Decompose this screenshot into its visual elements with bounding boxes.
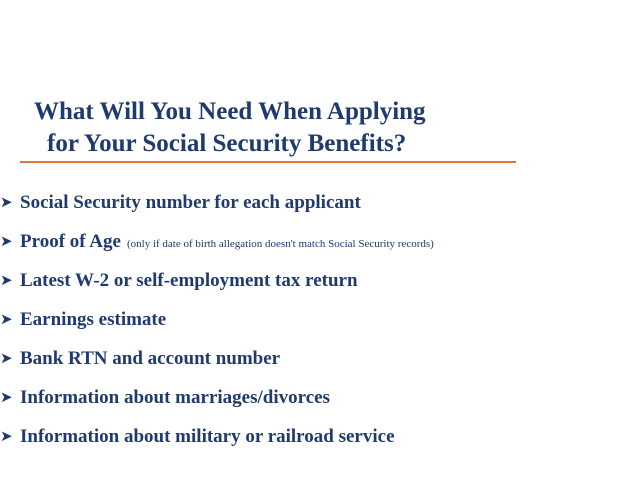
slide-title-line-1: What Will You Need When Applying — [34, 98, 426, 125]
slide-title-line-2: for Your Social Security Benefits? — [47, 130, 407, 157]
list-item-text: Latest W-2 or self-employment tax return — [20, 270, 358, 291]
arrow-bullet-icon: ➤ — [0, 193, 13, 211]
arrow-bullet-icon: ➤ — [0, 349, 13, 367]
list-item — [0, 189, 361, 216]
arrow-bullet-icon: ➤ — [0, 388, 13, 406]
list-item-text: Bank RTN and account number — [20, 348, 281, 369]
list-item — [0, 306, 166, 333]
arrow-bullet-icon: ➤ — [0, 310, 13, 328]
arrow-bullet-icon: ➤ — [0, 271, 13, 289]
list-item-text: Proof of Age — [20, 231, 121, 252]
list-item — [0, 345, 280, 372]
list-item-text: Information about military or railroad service — [20, 426, 395, 447]
list-item-text: Information about marriages/divorces — [20, 387, 330, 408]
list-item — [0, 228, 434, 257]
list-item — [0, 267, 358, 294]
list-item-text: Earnings estimate — [20, 309, 167, 330]
list-item — [0, 384, 330, 411]
arrow-bullet-icon: ➤ — [0, 427, 13, 445]
list-item — [0, 423, 395, 450]
list-item-text: Social Security number for each applicant — [20, 192, 361, 213]
slide-title — [34, 96, 514, 160]
list-item-note: (only if date of birth allegation doesn't match Social Security records) — [126, 238, 434, 250]
arrow-bullet-icon: ➤ — [0, 232, 13, 250]
title-underline-rule — [20, 161, 516, 163]
